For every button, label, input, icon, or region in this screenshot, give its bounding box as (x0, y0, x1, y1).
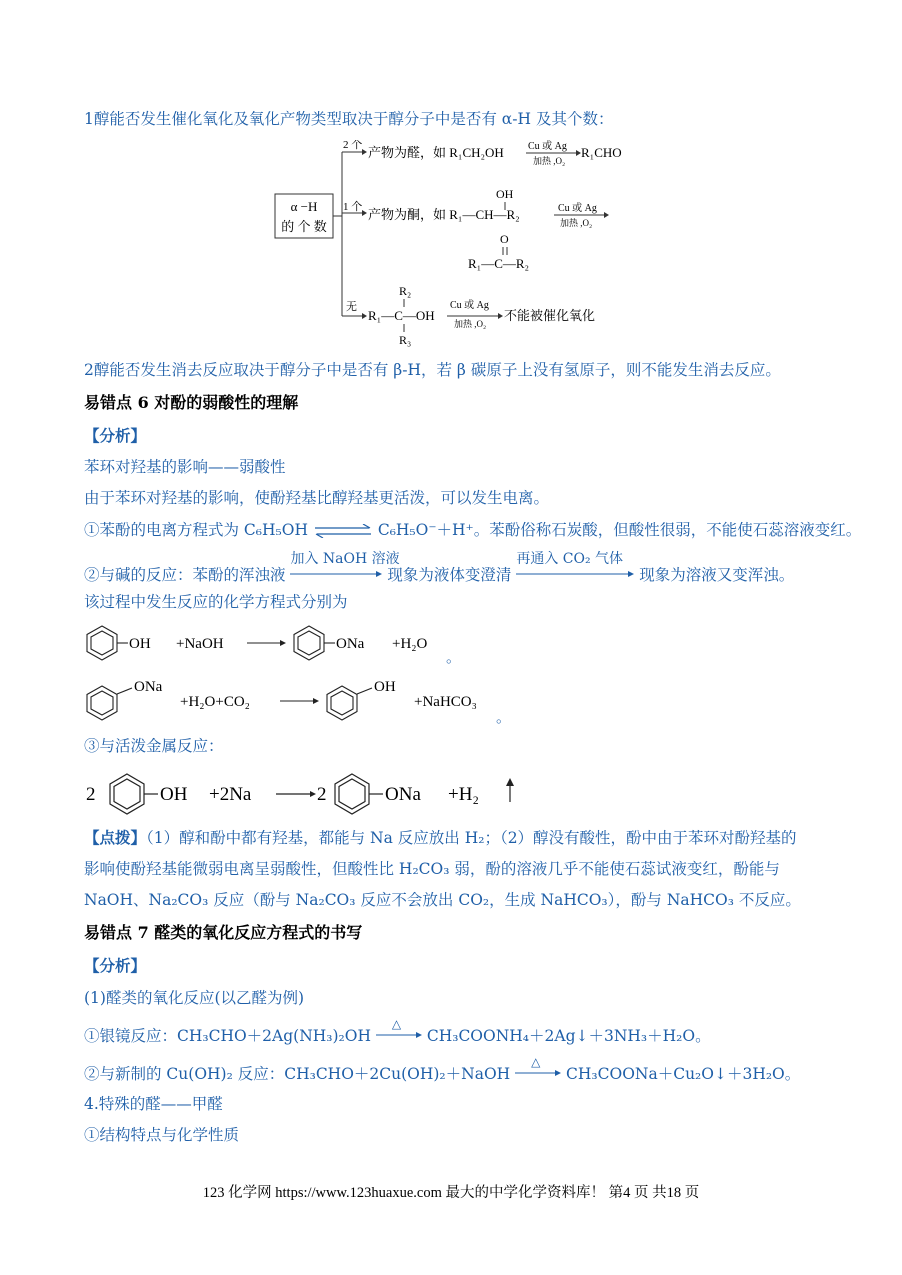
equation-phenol-naoh (84, 620, 504, 668)
silver-mirror-right: CH₃COONH₄＋2Ag↓＋3NH₃＋H₂O。 (426, 1027, 711, 1045)
phenomenon-2: 现象为溶液又变浑浊。 (639, 566, 795, 584)
arrow-icon (290, 570, 382, 578)
copper-reaction-left: ②与新制的 Cu(OH)₂ 反应：CH₃CHO＋2Cu(OH)₂＋NaOH (84, 1065, 511, 1083)
eq2-reactant-group: ONa (134, 679, 163, 695)
heat-icon: △ (531, 1055, 541, 1069)
equation-phenoxide-co2 (84, 676, 524, 728)
tip-line-3: NaOH、Na₂CO₃ 反应（酚与 Na₂CO₃ 反应不会放出 CO₂，生成 NaHCO₃），酚与 NaHCO₃ 不反应。 (84, 891, 801, 909)
p6-line-4 (84, 551, 795, 586)
branch2-cond: 加热 ,O₂ (560, 218, 593, 228)
arrow-icon (516, 570, 634, 578)
naoh-arrow-label: 加入 NaOH 溶液 (290, 551, 400, 567)
heat-arrow (515, 1055, 561, 1079)
p6-line-3 (84, 519, 861, 541)
p6-line-1: 苯环对羟基的影响——弱酸性 (84, 458, 286, 476)
arrow-icon (376, 1031, 422, 1039)
eq3-product-group: ONa (385, 784, 421, 805)
box-top: α −H (290, 199, 318, 214)
heat-icon: △ (391, 1017, 402, 1031)
branch1-text: 产物为醛，如 R₁CH₂OH (368, 145, 504, 160)
branch1-reagent: Cu 或 Ag (528, 141, 567, 152)
branch2-product: R₁—C—R₂ (468, 256, 530, 271)
eq2-plus-1: +H₂O+CO₂ (180, 694, 250, 710)
branch1-count: 2 个 (343, 140, 363, 151)
eq2-end: 。 (496, 710, 512, 726)
p7-line-1: (1)醛类的氧化反应(以乙醛为例) (84, 989, 305, 1007)
naoh-arrow (290, 551, 400, 580)
rule-alpha-h: 1醇能否发生催化氧化及氧化产物类型取决于醇分子中是否有 α-H 及其个数： (84, 110, 614, 128)
branch3-r2: R₂ (399, 284, 412, 298)
eq2-plus-2: +NaHCO₃ (414, 694, 477, 710)
branch2-o: O (500, 232, 509, 246)
tip-line-1 (84, 827, 797, 849)
eq3-plus-1: +2Na (209, 784, 252, 805)
branch2-count: 1 个 (343, 201, 363, 213)
heat-arrow (376, 1017, 422, 1041)
eq1-plus-2: +H₂O (392, 636, 428, 652)
ionization-left: ①苯酚的电离方程式为 C₆H₅OH (84, 521, 308, 539)
tip-line-2: 影响使酚羟基能微弱电离呈弱酸性，但酸性比 H₂CO₃ 弱，酚的溶液几乎不能使石蕊试液变红，酚能与 (84, 860, 780, 878)
co2-arrow-label: 再通入 CO₂ 气体 (516, 551, 624, 567)
eq1-end: 。 (446, 650, 462, 666)
equilibrium-arrow-icon (313, 524, 373, 538)
heading-point-6: 易错点 6 对酚的弱酸性的理解 (84, 393, 299, 412)
eq3-coefficient-1: 2 (86, 784, 96, 805)
eq3-coefficient-2: 2 (317, 784, 327, 805)
eq1-product-group: ONa (336, 636, 365, 652)
eq2-product-group: OH (374, 679, 396, 695)
branch3-text: R₁—C—OH (368, 308, 435, 323)
branch1-cond: 加热 ,O₂ (533, 156, 566, 166)
alcohol-oxidation-diagram (270, 140, 650, 350)
p6-line-6: ③与活泼金属反应： (84, 737, 224, 755)
p6-line-2: 由于苯环对羟基的影响，使酚羟基比醇羟基更活泼，可以发生电离。 (84, 489, 550, 507)
branch3-reagent: Cu 或 Ag (450, 300, 489, 311)
branch1-product: R₁CHO (581, 145, 622, 160)
eq3-plus-2: +H₂ (448, 784, 480, 805)
reaction-start: ②与碱的反应：苯酚的浑浊液 (84, 566, 286, 584)
phenomenon-1: 现象为液体变澄清 (387, 566, 512, 584)
equation-phenol-sodium (84, 770, 544, 820)
tip-text-1: （1）醇和酚中都有羟基，都能与 Na 反应放出 H₂；（2）醇没有酸性，酚中由于苯环对酚羟基的 (146, 829, 797, 847)
branch3-cond: 加热 ,O₂ (454, 319, 487, 329)
copper-hydroxide-reaction (84, 1055, 801, 1085)
p7-line-5: ①结构特点与化学性质 (84, 1126, 240, 1144)
branch3-result: 不能被催化氧化 (504, 308, 596, 323)
tip-tag: 【点拨】 (84, 828, 147, 847)
analysis-tag-2: 【分析】 (84, 956, 147, 975)
page-footer: 123 化学网 https://www.123huaxue.com 最大的中学化学资料库！ 第4 页 共18 页 (202, 1185, 700, 1201)
ionization-right: C₆H₅O⁻＋H⁺。苯酚俗称石炭酸，但酸性很弱，不能使石蕊溶液变红。 (377, 521, 862, 539)
silver-mirror-reaction (84, 1017, 711, 1047)
co2-arrow (516, 551, 634, 580)
eq1-plus-1: +NaOH (176, 636, 224, 652)
branch3-count: 无 (346, 301, 357, 313)
p6-line-5: 该过程中发生反应的化学方程式分别为 (84, 593, 348, 611)
p7-line-4: 4.特殊的醛——甲醛 (84, 1095, 223, 1113)
branch2-text: 产物为酮，如 R₁—CH—R₂ (368, 207, 520, 222)
branch2-reagent: Cu 或 Ag (558, 203, 597, 214)
silver-mirror-left: ①银镜反应：CH₃CHO＋2Ag(NH₃)₂OH (84, 1027, 371, 1045)
heading-point-7: 易错点 7 醛类的氧化反应方程式的书写 (84, 923, 363, 942)
eq1-reactant-group: OH (129, 636, 151, 652)
branch2-oh: OH (496, 187, 514, 201)
branch3-r3: R₃ (399, 333, 412, 347)
rule-beta-h: 2醇能否发生消去反应取决于醇分子中是否有 β-H，若 β 碳原子上没有氢原子，则不能发生消去反应。 (84, 361, 781, 379)
arrow-icon (515, 1069, 561, 1077)
box-bottom: 的 个 数 (281, 219, 327, 234)
analysis-tag-1: 【分析】 (84, 426, 147, 445)
eq3-reactant-group: OH (160, 784, 188, 805)
copper-reaction-right: CH₃COONa＋Cu₂O↓＋3H₂O。 (566, 1065, 801, 1083)
